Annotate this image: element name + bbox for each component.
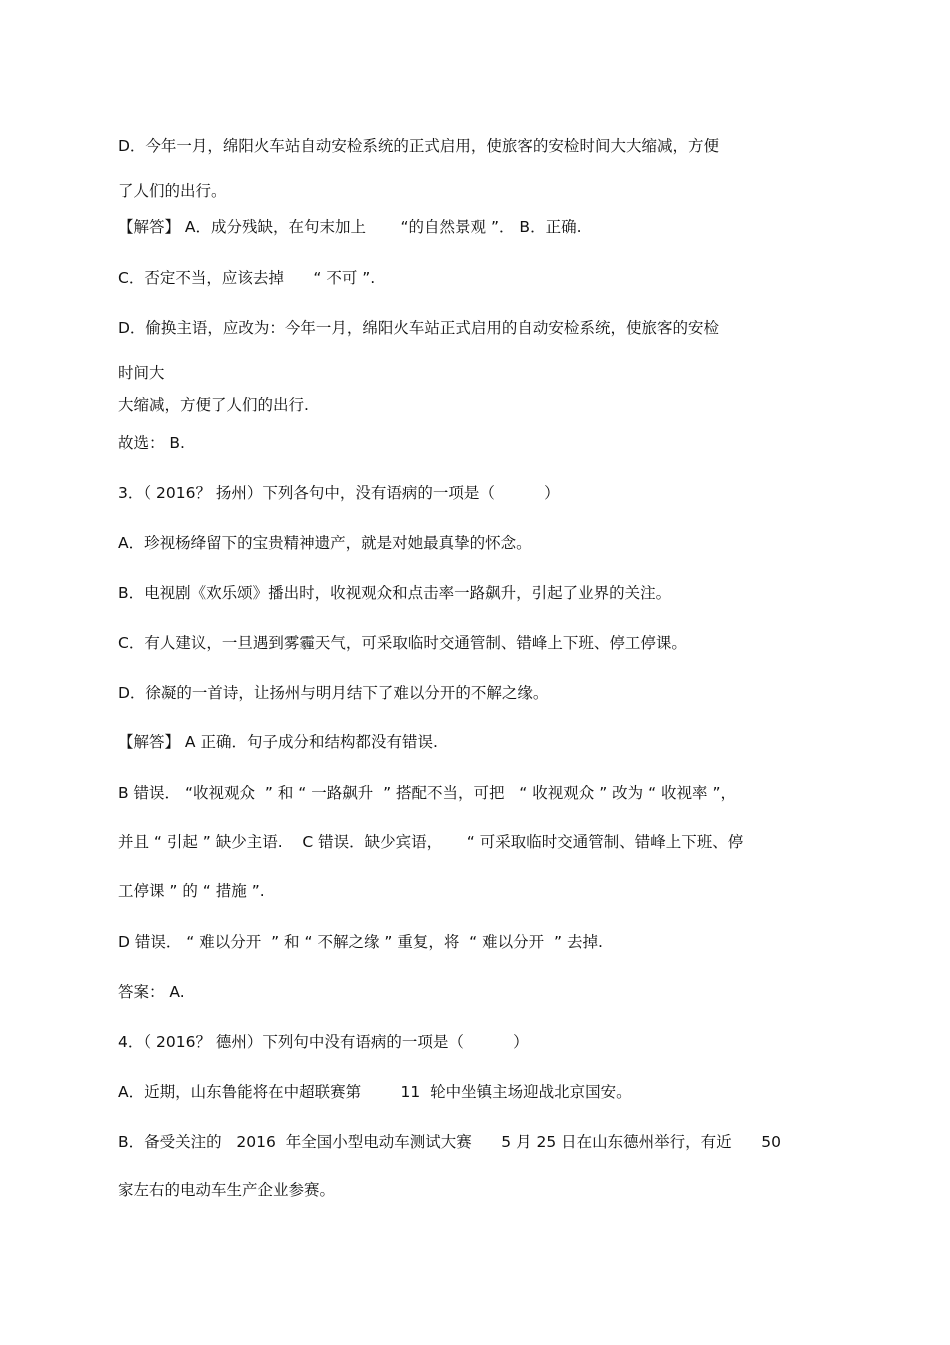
text-line: 3．（ 2016？ 扬州）下列各句中，没有语病的一项是（ ）: [118, 484, 560, 502]
text-line: B．备受关注的 2016 年全国小型电动车测试大赛 5 月 25 日在山东德州举行，有近 50: [118, 1133, 781, 1151]
text-line: D 错误． “ 难以分开 ” 和 “ 不解之缘 ” 重复，将 “ 难以分开 ” 去掉.: [118, 933, 603, 951]
text-line: D．徐凝的一首诗，让扬州与明月结下了难以分开的不解之缘。: [118, 684, 549, 702]
text-line: 【解答】 A 正确．句子成分和结构都没有错误.: [118, 733, 438, 751]
text-line: 故选： B.: [118, 434, 185, 452]
text-line: A．珍视杨绛留下的宝贵精神遗产，就是对她最真挚的怀念。: [118, 534, 532, 552]
text-line: 答案： A.: [118, 983, 185, 1001]
text-line: 4．（ 2016？ 德州）下列句中没有语病的一项是（ ）: [118, 1033, 529, 1051]
text-line: 了人们的出行。: [118, 182, 227, 200]
text-line: 时间大: [118, 364, 165, 382]
text-line: C．有人建议，一旦遇到雾霾天气，可采取临时交通管制、错峰上下班、停工停课。: [118, 634, 687, 652]
text-line: 工停课 ” 的 “ 措施 ”.: [118, 882, 265, 900]
text-line: 大缩减，方便了人们的出行.: [118, 396, 309, 414]
text-line: D．偷换主语，应改为：今年一月，绵阳火车站正式启用的自动安检系统，使旅客的安检: [118, 319, 719, 337]
text-line: C．否定不当，应该去掉 “ 不可 ”.: [118, 269, 376, 287]
text-line: B 错误． “收视观众 ” 和 “ 一路飙升 ” 搭配不当，可把 “ 收视观众 ” 改为 “ 收视率 ”，: [118, 784, 736, 802]
text-line: D．今年一月，绵阳火车站自动安检系统的正式启用，使旅客的安检时间大大缩减，方便: [118, 137, 719, 155]
text-line: 家左右的电动车生产企业参赛。: [118, 1181, 336, 1199]
text-line: A．近期，山东鲁能将在中超联赛第 11 轮中坐镇主场迎战北京国安。: [118, 1083, 632, 1101]
text-line: B．电视剧《欢乐颂》播出时，收视观众和点击率一路飙升，引起了业界的关注。: [118, 584, 672, 602]
text-line: 【解答】 A．成分残缺，在句末加上 “的自然景观 ”． B．正确.: [118, 218, 582, 236]
text-line: 并且 “ 引起 ” 缺少主语. C 错误．缺少宾语， “ 可采取临时交通管制、错峰上下班、停: [118, 833, 744, 851]
